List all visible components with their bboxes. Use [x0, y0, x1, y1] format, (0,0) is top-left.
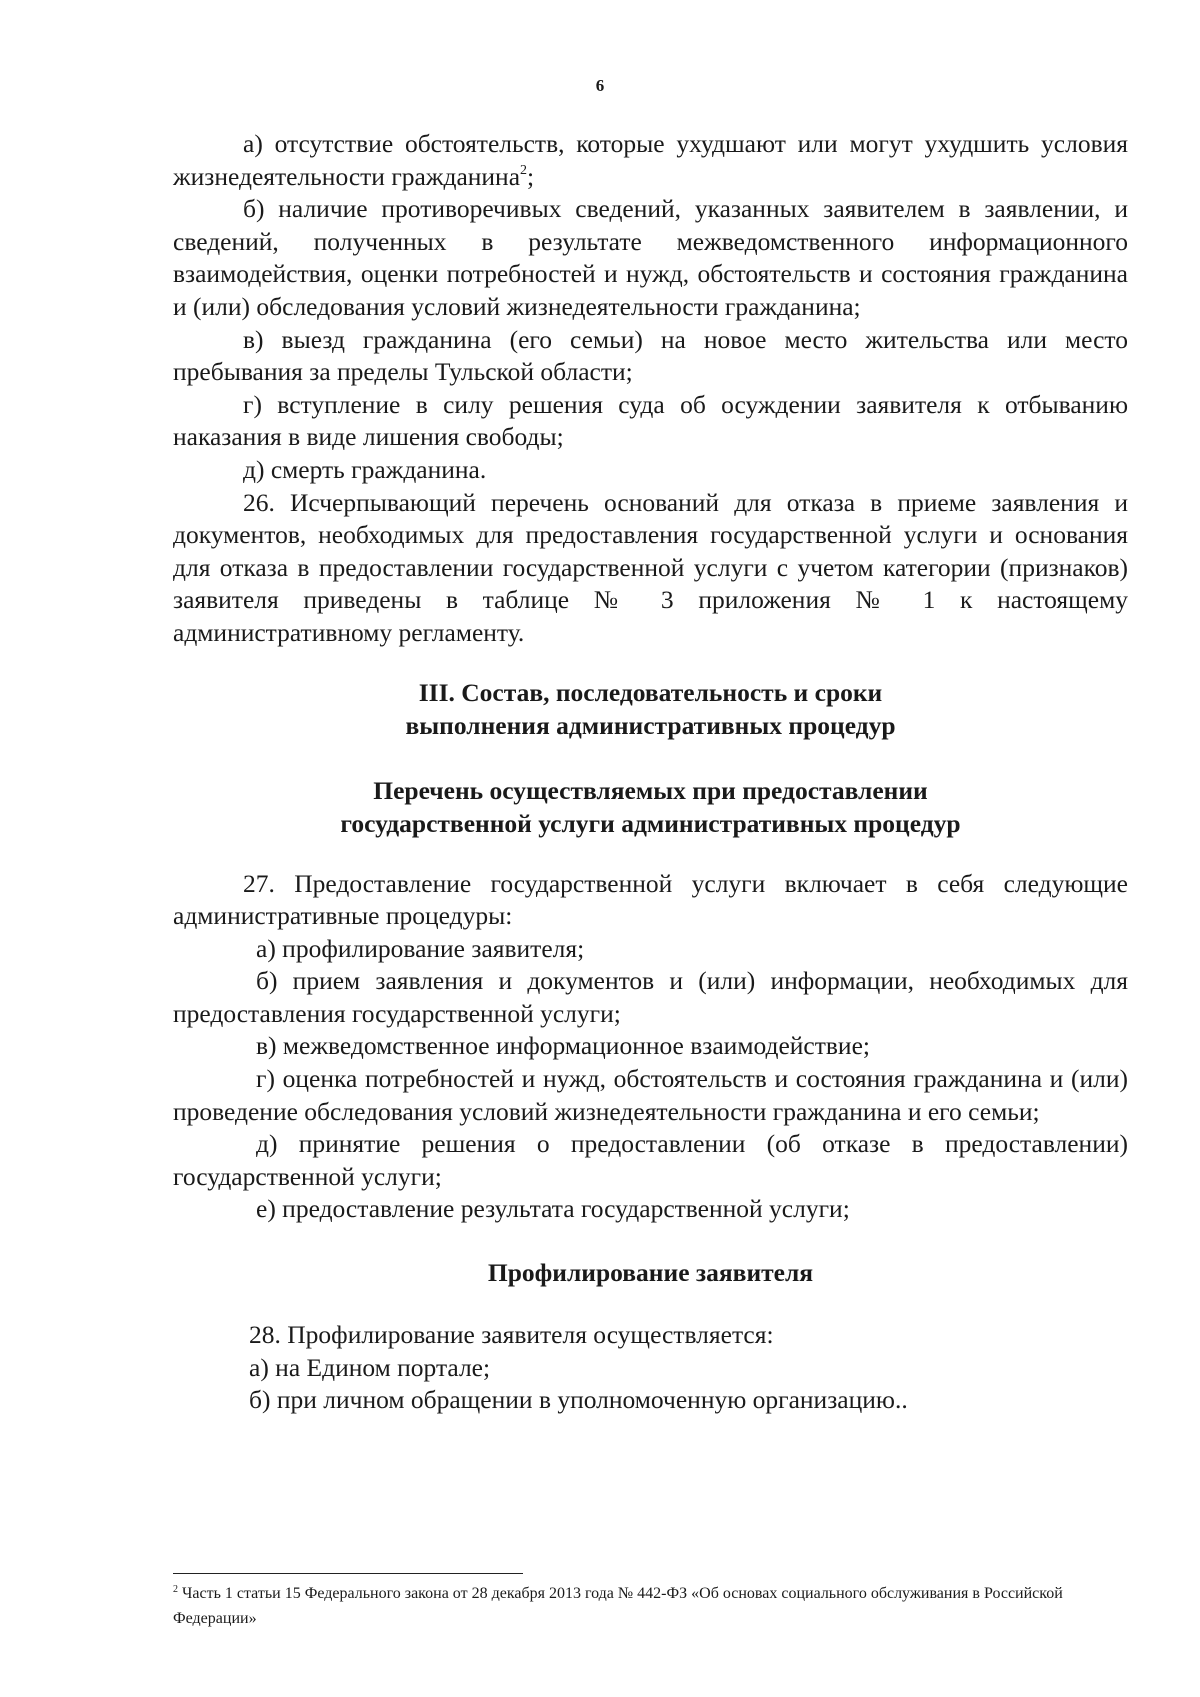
profiling-item-a: а) на Едином портале;: [249, 1352, 491, 1382]
item-v: в) выезд гражданина (его семьи) на новое место жительства или место пребывания за пределы Тульской области;: [173, 324, 1128, 387]
footnote-ref[interactable]: 2: [520, 162, 528, 178]
item-d: д) смерть гражданина.: [243, 454, 487, 484]
subsection-heading-line-2: государственной услуги административных процедур: [340, 808, 961, 838]
subsection-heading: [173, 774, 1128, 840]
section-heading-line-2: выполнения административных процедур: [405, 710, 896, 740]
section-heading: [173, 676, 1128, 742]
item-b: б) наличие противоречивых сведений, указанных заявителем в заявлении, и сведений, полученных в результате межведомственного информационного взаимодействия, оценки потребностей и нужд, обстоятельств и состояния гражданина и (или) обследования условий жизнедеятельности гражданина;: [173, 194, 1128, 321]
item-a-text: а) отсутствие обстоятельств, которые ухудшают или могут ухудшить условия жизнедеятельности гражданина: [173, 129, 1128, 191]
page-number: 6: [595, 76, 605, 95]
procedures-list: [173, 868, 1128, 1227]
item-a-end: ;: [527, 161, 535, 191]
subsection-heading-line-1: Перечень осуществляемых при предоставлении: [373, 775, 928, 805]
footnote-text: Часть 1 статьи 15 Федерального закона от 28 декабря 2013 года № 442-ФЗ «Об основах социального обслуживания в Российской Федерации»: [173, 1585, 1063, 1627]
paragraph-26: 26. Исчерпывающий перечень оснований для отказа в приеме заявления и документов, необходимых для предоставления государственной услуги и основания для отказа в предоставлении государственной услуги с учетом категории (признаков) заявителя приведены в таблице № 3 приложения № 1 к настоящему административному регламенту.: [173, 487, 1128, 647]
procedure-item-b: б) прием заявления и документов и (или) информации, необходимых для предоставления государственной услуги;: [173, 966, 1128, 1028]
paragraph-28: 28. Профилирование заявителя осуществляется:: [249, 1320, 774, 1350]
item-a: [173, 128, 1128, 193]
procedure-item-d: д) принятие решения о предоставлении (об отказе в предоставлении) государственной услуги;: [173, 1129, 1128, 1191]
procedure-item-e: е) предоставление результата государственной услуги;: [256, 1194, 850, 1224]
procedure-item-a: а) профилирование заявителя;: [256, 933, 585, 963]
profiling-item-b: б) при личном обращении в уполномоченную организацию..: [249, 1385, 908, 1415]
document-body: [173, 128, 1128, 1417]
profiling-list: [173, 1319, 1128, 1417]
footnote: [173, 1581, 1073, 1631]
footnote-divider: [173, 1573, 523, 1574]
footnote-marker: 2: [173, 1584, 178, 1595]
procedure-item-g: г) оценка потребностей и нужд, обстоятельств и состояния гражданина и (или) проведение обследования условий жизнедеятельности гражданина и его семьи;: [173, 1064, 1128, 1126]
item-g: г) вступление в силу решения суда об осуждении заявителя к отбыванию наказания в виде лишения свободы;: [173, 389, 1128, 452]
section-heading-line-1: III. Состав, последовательность и сроки: [418, 677, 883, 707]
paragraph-27: 27. Предоставление государственной услуги включает в себя следующие административные процедуры:: [173, 868, 1128, 931]
procedure-item-v: в) межведомственное информационное взаимодействие;: [256, 1031, 870, 1061]
profiling-heading: Профилирование заявителя: [487, 1258, 814, 1288]
